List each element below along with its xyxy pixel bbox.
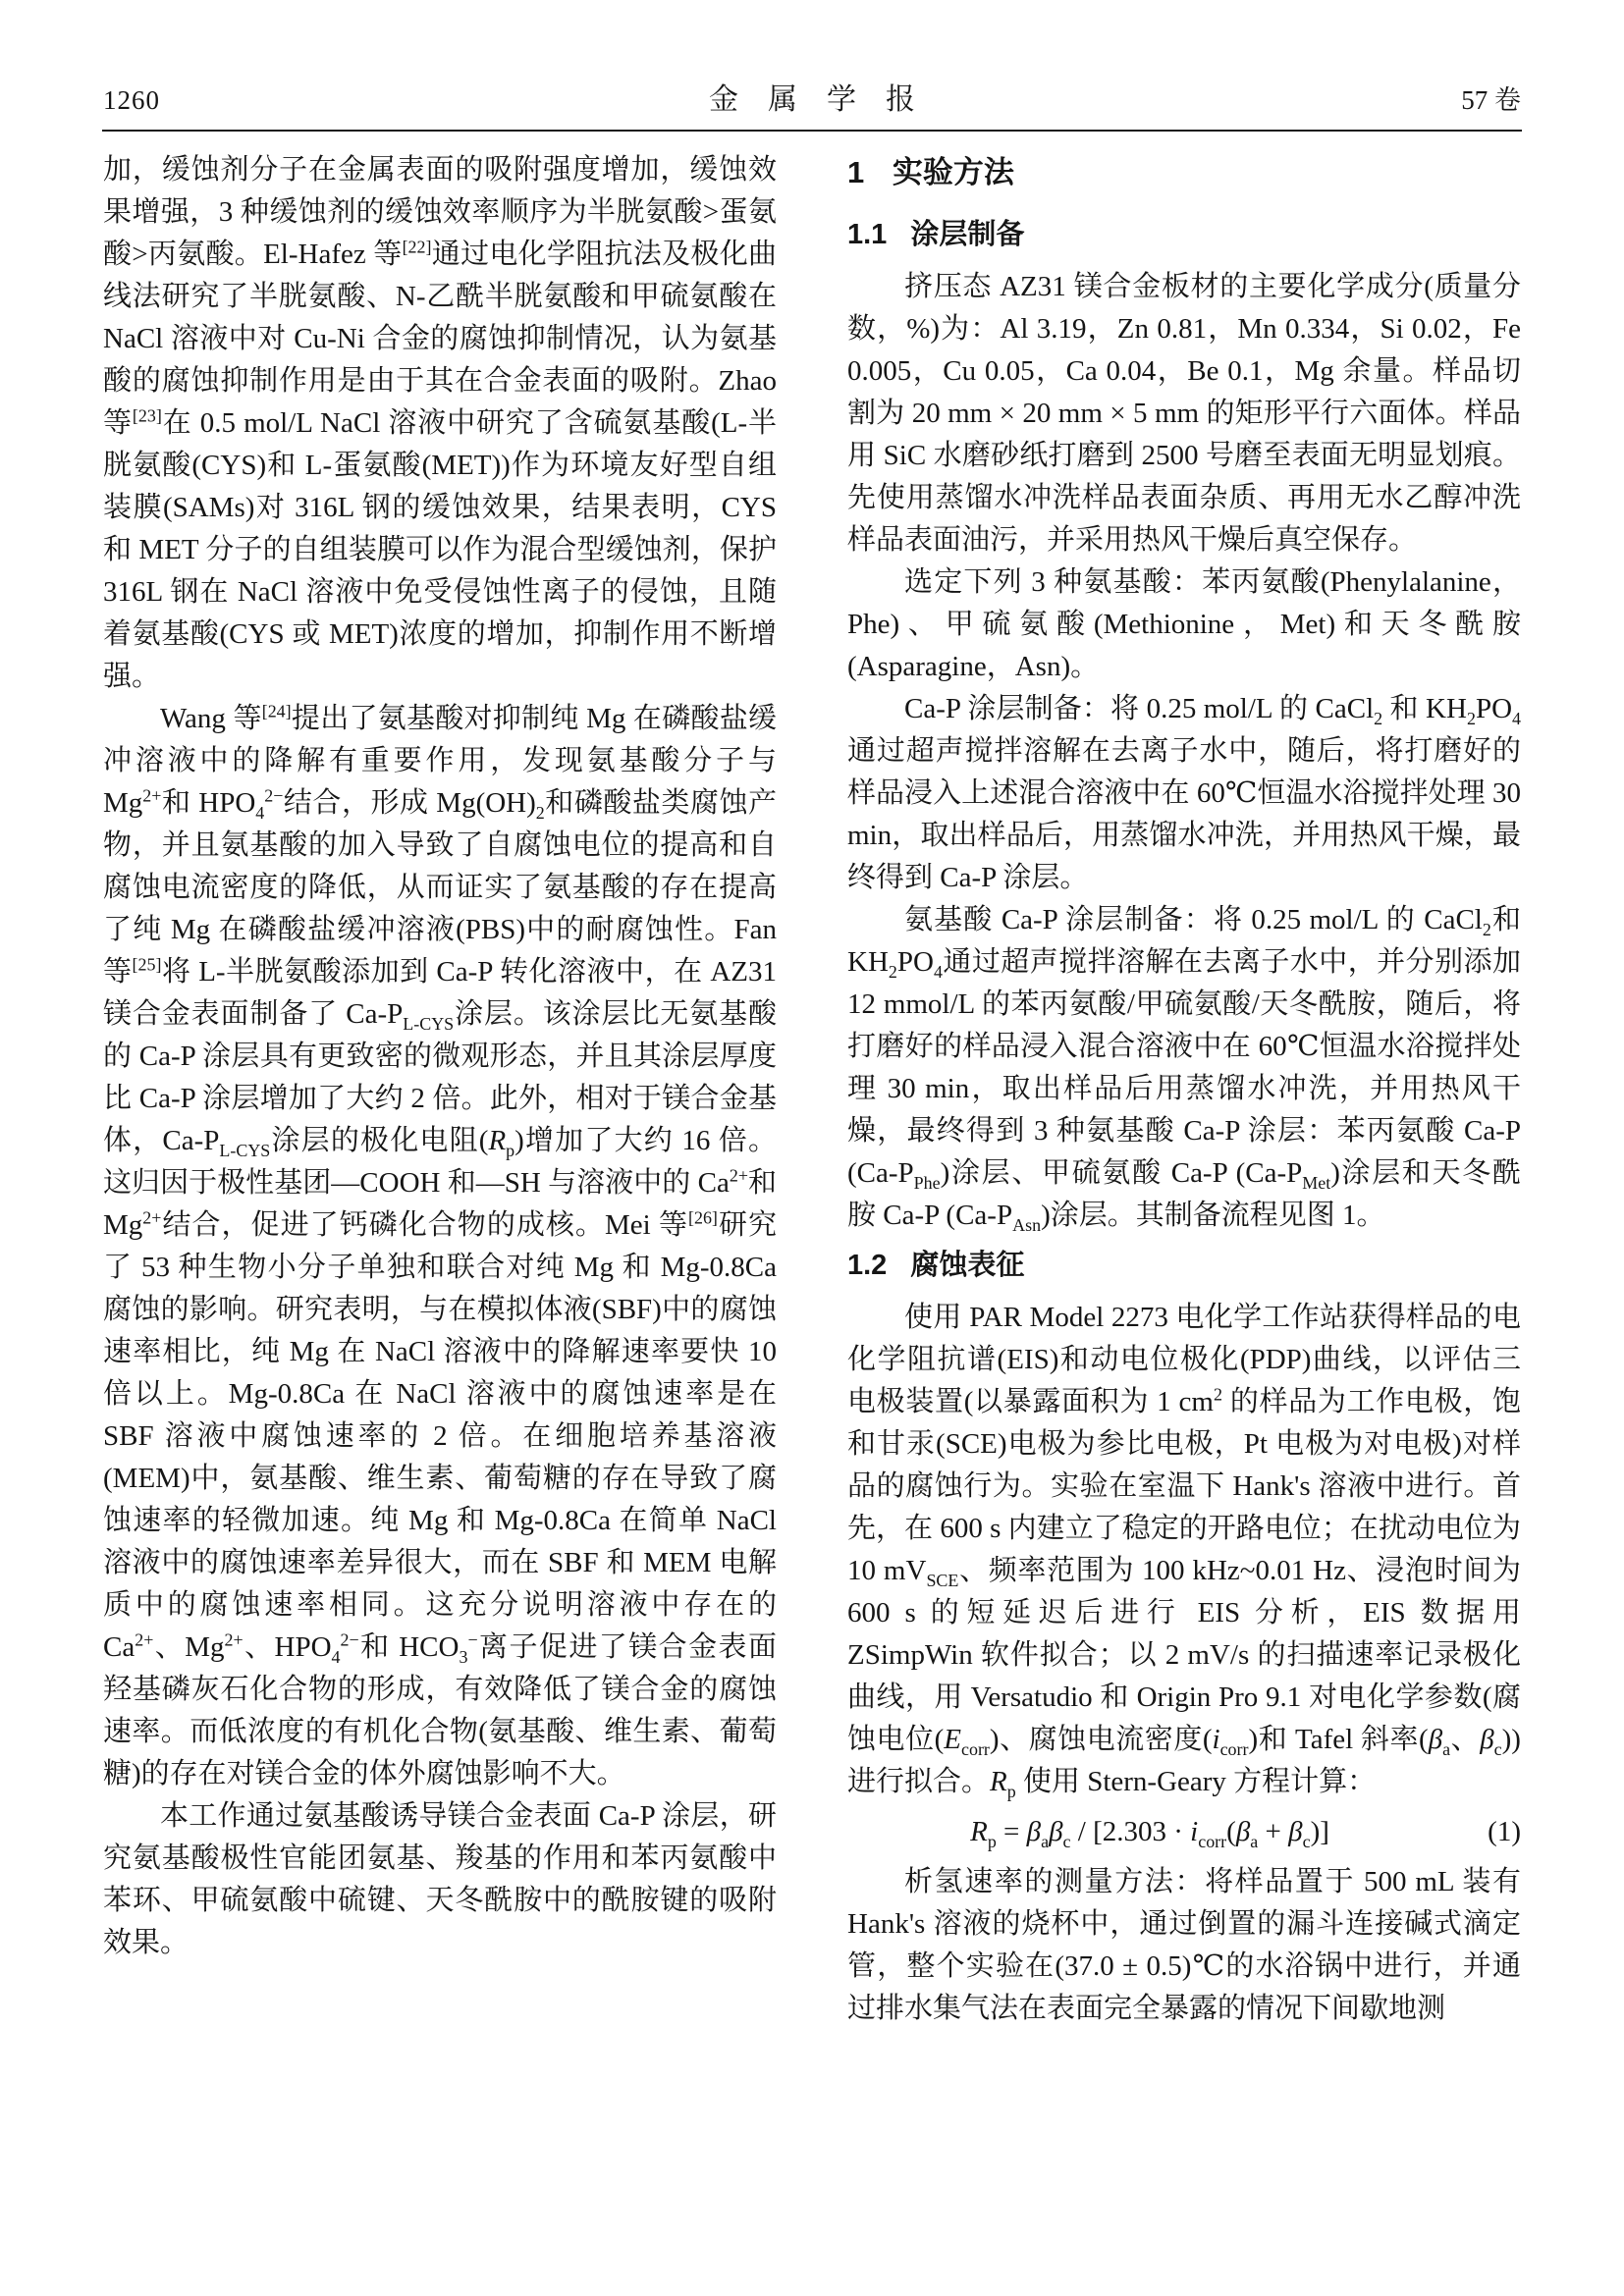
equation-formula: $R_p = \beta_a\beta_c / [2.303 \cdot i_{corr}(\beta_a + \beta_c)]$ xyxy=(970,1816,1329,1851)
subsection-number: 1.2 xyxy=(847,1250,888,1281)
section-heading-experimental-methods xyxy=(847,151,1521,194)
page-header xyxy=(103,84,1521,116)
paragraph: 析氢速率的测量方法：将样品置于 500 mL 装有 Hank's 溶液的烧杯中，通过倒置的漏斗连接碱式滴定管，整个实验在(37.0 ± 0.5)℃的水浴锅中进行，并通过排水集气法在表面完全暴露的情况下间歇地测 xyxy=(847,1866,1521,2024)
paragraph: 挤压态 AZ31 镁合金板材的主要化学成分(质量分数，%)为：Al 3.19，Zn 0.81，Mn 0.334，Si 0.02，Fe 0.005，Cu 0.05，Ca 0.04，Be 0.1，Mg 余量。样品切割为 20 mm × 20 mm × 5 mm 的矩形平行六面体。样品用 SiC 水磨砂纸打磨到 2500 号磨至表面无明显划痕。先使用蒸馏水冲洗样品表面杂质、再用无水乙醇冲洗样品表面油污，并采用热风干燥后真空保存。 xyxy=(847,271,1521,556)
paragraph: 使用 PAR Model 2273 电化学工作站获得样品的电化学阻抗谱(EIS)和动电位极化(PDP)曲线，以评估三电极装置(以暴露面积为 1 $cm^2$ 的样品为工作电极，饱和甘汞(SCE)电极为参比电极，Pt 电极为对电极)对样品的腐蚀行为。实验在室温下 Hank's 溶液中进行。首先，在 600 s 内建立了稳定的开路电位；在扰动电位为 10 $mV_{SCE}$、频率范围为 100 kHz~0.01 Hz、浸泡时间为 600 s 的短延迟后进行 EIS 分析，EIS 数据用 ZSimpWin 软件拟合；以 2 mV/s 的扫描速率记录极化曲线，用 Versatudio 和 Origin Pro 9.1 对电化学参数(腐蚀电位$(E_{corr})$、腐蚀电流密度$(i_{corr})$和 Tafel 斜率($\beta_a$、$\beta_c$))进行拟合。$R_p$ 使用 Stern-Geary 方程计算： xyxy=(847,1302,1522,1801)
right-column xyxy=(847,149,1521,2030)
subsection-number: 1.1 xyxy=(847,219,888,250)
volume-label: 57 卷 xyxy=(1461,85,1521,115)
section-title: 实验方法 xyxy=(892,155,1014,189)
paragraph: 加，缓蚀剂分子在金属表面的吸附强度增加，缓蚀效果增强，3 种缓蚀剂的缓蚀效率顺序为半胱氨酸>蛋氨酸>丙氨酸。El-Hafez 等[22]通过电化学阻抗法及极化曲线法研究了半胱氨酸、N-乙酰半胱氨酸和甲硫氨酸在 NaCl 溶液中对 Cu-Ni 合金的腐蚀抑制情况，认为氨基酸的腐蚀抑制作用是由于其在合金表面的吸附。Zhao 等[23]在 0.5 mol/L NaCl 溶液中研究了含硫氨基酸(L-半胱氨酸(CYS)和 L-蛋氨酸(MET))作为环境友好型自组装膜(SAMs)对 316L 钢的缓蚀效果，结果表明，CYS 和 MET 分子的自组装膜可以作为混合型缓蚀剂，保护 316L 钢在 NaCl 溶液中免受侵蚀性离子的侵蚀，且随着氨基酸(CYS 或 MET)浓度的增加，抑制作用不断增强。 xyxy=(103,154,777,692)
subsection-heading-coating-preparation xyxy=(847,214,1521,256)
paragraph: 氨基酸 Ca-P 涂层制备：将 0.25 mol/L 的 CaCl$_2$和 $KH_2PO_4$通过超声搅拌溶解在去离子水中，并分别添加 12 mmol/L 的苯丙氨酸/甲硫氨酸/天冬酰胺，随后，将打磨好的样品浸入混合溶液中在 60℃恒温水浴搅拌处理 30 min，取出样品后用蒸馏水冲洗，并用热风干燥，最终得到 3 种氨基酸 Ca-P 涂层：苯丙氨酸 Ca-P $(Ca-P_{Phe})$涂层、甲硫氨酸 Ca-P $(Ca-P_{Met})$涂层和天冬酰胺 Ca-P $(Ca-P_{Asn})$涂层。其制备流程见图 1。 xyxy=(847,904,1521,1235)
header-divider xyxy=(102,130,1522,132)
left-column xyxy=(103,149,777,1964)
paragraph: Ca-P 涂层制备：将 0.25 mol/L 的 CaCl$_2$ 和 $KH_2PO_4$通过超声搅拌溶解在去离子水中，随后，将打磨好的样品浸入上述混合溶液中在 60℃恒温水浴搅拌处理 30 min，取出样品后，用蒸馏水冲洗，并用热风干燥，最终得到 Ca-P 涂层。 xyxy=(847,693,1521,893)
section-number: 1 xyxy=(847,155,865,189)
journal-title: 金 属 学 报 xyxy=(709,83,915,116)
subsection-heading-corrosion-characterization xyxy=(847,1245,1521,1287)
equation-number: (1) xyxy=(1488,1816,1521,1847)
paragraph: 选定下列 3 种氨基酸：苯丙氨酸(Phenylalanine，Phe)、甲硫氨酸(Methionine，Met)和天冬酰胺(Asparagine，Asn)。 xyxy=(847,566,1521,682)
subsection-title: 腐蚀表征 xyxy=(910,1250,1025,1281)
paragraph: Wang 等[24]提出了氨基酸对抑制纯 Mg 在磷酸盐缓冲溶液中的降解有重要作用，发现氨基酸分子与 $Mg^{2+}$和 $HPO_4^{2-}$结合，形成 $Mg(OH)_2$和磷酸盐类腐蚀产物，并且氨基酸的加入导致了自腐蚀电位的提高和自腐蚀电流密度的降低，从而证实了氨基酸的存在提高了纯 Mg 在磷酸盐缓冲溶液(PBS)中的耐腐蚀性。Fan 等[25]将 L-半胱氨酸添加到 Ca-P 转化溶液中，在 AZ31 镁合金表面制备了 $Ca-P_{L-CYS}$涂层。该涂层比无氨基酸的 Ca-P 涂层具有更致密的微观形态，并且其涂层厚度比 Ca-P 涂层增加了大约 2 倍。此外，相对于镁合金基体，$Ca-P_{L-CYS}$涂层的极化电阻$(R_p)$增加了大约 16 倍。这归因于极性基团—COOH 和—SH 与溶液中的 $Ca^{2+}$和 $Mg^{2+}$结合，促进了钙磷化合物的成核。Mei 等[26]研究了 53 种生物小分子单独和联合对纯 Mg 和 Mg-0.8Ca 腐蚀的影响。研究表明，与在模拟体液(SBF)中的腐蚀速率相比，纯 Mg 在 NaCl 溶液中的降解速率要快 10 倍以上。Mg-0.8Ca 在 NaCl 溶液中的腐蚀速率是在 SBF 溶液中腐蚀速率的 2 倍。在细胞培养基溶液(MEM)中，氨基酸、维生素、葡萄糖的存在导致了腐蚀速率的轻微加速。纯 Mg 和 Mg-0.8Ca 在简单 NaCl 溶液中的腐蚀速率差异很大，而在 SBF 和 MEM 电解质中的腐蚀速率相同。这充分说明溶液中存在的 $Ca^{2+}$、$Mg^{2+}$、$HPO_4^{2-}$和 $HCO_3^-$离子促进了镁合金表面羟基磷灰石化合物的形成，有效降低了镁合金的腐蚀速率。而低浓度的有机化合物(氨基酸、维生素、葡萄糖)的存在对镁合金的体外腐蚀影响不大。 xyxy=(103,701,778,1789)
page-number: 1260 xyxy=(103,85,160,115)
subsection-title: 涂层制备 xyxy=(910,219,1025,250)
paragraph: 本工作通过氨基酸诱导镁合金表面 Ca-P 涂层，研究氨基酸极性官能团氨基、羧基的作用和苯丙氨酸中苯环、甲硫氨酸中硫键、天冬酰胺中的酰胺键的吸附效果。 xyxy=(103,1800,777,1958)
equation xyxy=(847,1811,1521,1853)
